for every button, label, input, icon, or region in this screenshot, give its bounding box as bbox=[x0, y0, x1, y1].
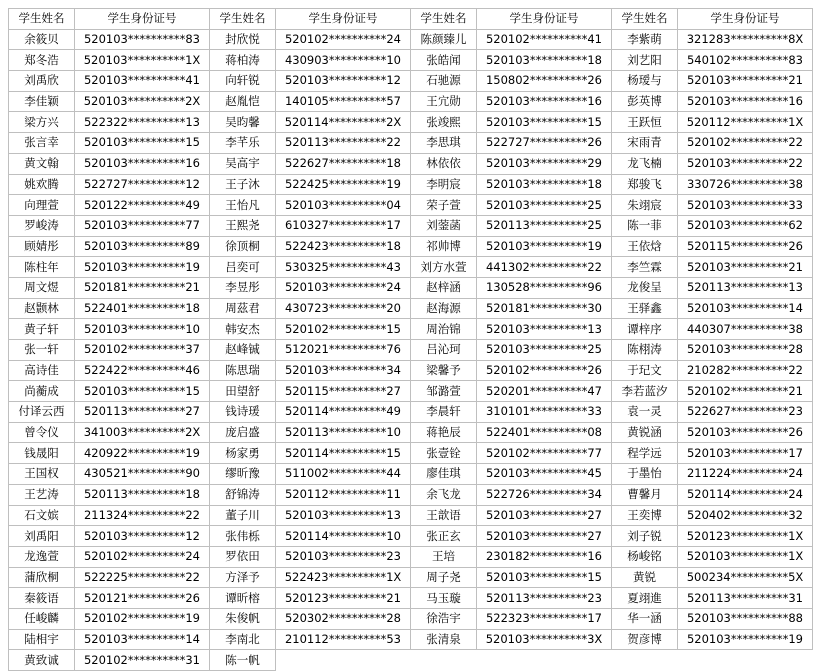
student-id-cell: 520402**********32 bbox=[678, 505, 813, 526]
student-name-cell: 梁馨予 bbox=[411, 360, 477, 381]
student-name-cell: 王跃恒 bbox=[612, 112, 678, 133]
student-id-cell: 520121**********26 bbox=[75, 588, 210, 609]
student-name-cell bbox=[411, 650, 477, 671]
student-id-cell: 520122**********49 bbox=[75, 195, 210, 216]
student-name-cell: 曹馨月 bbox=[612, 484, 678, 505]
student-id-cell: 520103**********19 bbox=[75, 257, 210, 278]
student-name-cell: 袁一灵 bbox=[612, 402, 678, 423]
id-header: 学生身份证号 bbox=[276, 9, 411, 30]
student-name-cell: 陈柱年 bbox=[9, 257, 75, 278]
student-name-cell: 杨峻铭 bbox=[612, 546, 678, 567]
student-name-cell: 余飞龙 bbox=[411, 484, 477, 505]
student-id-cell: 520103**********24 bbox=[276, 277, 411, 298]
student-name-cell: 刘禹欣 bbox=[9, 71, 75, 92]
student-id-cell: 520103**********25 bbox=[477, 195, 612, 216]
id-header: 学生身份证号 bbox=[477, 9, 612, 30]
student-id-cell: 522401**********18 bbox=[75, 298, 210, 319]
student-id-cell: 520103**********28 bbox=[678, 340, 813, 361]
student-id-cell: 520103**********14 bbox=[678, 298, 813, 319]
student-id-cell: 520103**********88 bbox=[678, 608, 813, 629]
table-row bbox=[9, 588, 813, 609]
student-name-cell: 夏翊進 bbox=[612, 588, 678, 609]
student-id-cell: 520113**********18 bbox=[75, 484, 210, 505]
student-id-cell: 530325**********43 bbox=[276, 257, 411, 278]
student-id-cell: 520102**********41 bbox=[477, 29, 612, 50]
student-name-cell: 姚欢腾 bbox=[9, 174, 75, 195]
student-id-cell: 522627**********18 bbox=[276, 153, 411, 174]
student-name-cell: 陈思瑞 bbox=[210, 360, 276, 381]
student-name-cell: 尚蘅成 bbox=[9, 381, 75, 402]
student-name-cell: 李佳颖 bbox=[9, 91, 75, 112]
table-row bbox=[9, 650, 813, 671]
table-row bbox=[9, 402, 813, 423]
student-id-cell: 520103**********19 bbox=[678, 629, 813, 650]
student-name-cell: 舒锦涛 bbox=[210, 484, 276, 505]
student-name-cell: 王奕博 bbox=[612, 505, 678, 526]
student-id-cell: 520103**********13 bbox=[477, 319, 612, 340]
table-row bbox=[9, 443, 813, 464]
student-name-cell: 王艺涛 bbox=[9, 484, 75, 505]
student-id-cell: 520103**********15 bbox=[75, 381, 210, 402]
student-name-cell: 谭梓序 bbox=[612, 319, 678, 340]
student-name-cell: 张壹铨 bbox=[411, 443, 477, 464]
student-name-cell: 张言幸 bbox=[9, 133, 75, 154]
student-id-cell: 520112**********11 bbox=[276, 484, 411, 505]
student-id-cell: 520181**********30 bbox=[477, 298, 612, 319]
student-id-cell: 520103**********27 bbox=[477, 505, 612, 526]
table-row bbox=[9, 526, 813, 547]
student-name-cell: 彭英博 bbox=[612, 91, 678, 112]
student-id-cell: 522423**********18 bbox=[276, 236, 411, 257]
student-id-cell: 520103**********1X bbox=[75, 50, 210, 71]
student-name-cell: 李竺霖 bbox=[612, 257, 678, 278]
student-name-cell: 周文煜 bbox=[9, 277, 75, 298]
student-id-cell: 341003**********2X bbox=[75, 422, 210, 443]
student-name-cell: 黄锐涵 bbox=[612, 422, 678, 443]
student-name-cell: 张清泉 bbox=[411, 629, 477, 650]
student-id-cell: 211324**********22 bbox=[75, 505, 210, 526]
student-name-cell: 黄文翰 bbox=[9, 153, 75, 174]
student-name-cell: 陆相宇 bbox=[9, 629, 75, 650]
student-id-cell: 520102**********22 bbox=[678, 133, 813, 154]
student-id-cell: 520103**********13 bbox=[276, 505, 411, 526]
student-name-cell: 吕奕可 bbox=[210, 257, 276, 278]
student-id-cell: 610327**********17 bbox=[276, 215, 411, 236]
student-name-cell: 王依焓 bbox=[612, 236, 678, 257]
student-name-cell: 徐浩宇 bbox=[411, 608, 477, 629]
student-name-cell: 张伟栎 bbox=[210, 526, 276, 547]
student-name-cell: 韩安杰 bbox=[210, 319, 276, 340]
student-id-cell: 430521**********90 bbox=[75, 464, 210, 485]
student-id-cell: 522422**********46 bbox=[75, 360, 210, 381]
student-name-cell: 向理萱 bbox=[9, 195, 75, 216]
student-name-cell: 曾令仪 bbox=[9, 422, 75, 443]
student-id-cell: 520103**********23 bbox=[276, 546, 411, 567]
student-id-cell: 520103**********27 bbox=[477, 526, 612, 547]
student-name-cell: 王国权 bbox=[9, 464, 75, 485]
student-name-cell: 赵峰铖 bbox=[210, 340, 276, 361]
student-id-cell: 520114**********24 bbox=[678, 484, 813, 505]
student-name-cell: 龙飞楠 bbox=[612, 153, 678, 174]
student-name-cell: 石文嫔 bbox=[9, 505, 75, 526]
name-header: 学生姓名 bbox=[411, 9, 477, 30]
student-name-cell: 李昱彤 bbox=[210, 277, 276, 298]
student-name-cell: 蒋艳辰 bbox=[411, 422, 477, 443]
student-id-cell: 310101**********33 bbox=[477, 402, 612, 423]
student-id-cell: 511002**********44 bbox=[276, 464, 411, 485]
student-id-cell: 520103**********17 bbox=[678, 443, 813, 464]
student-name-cell: 张皓闻 bbox=[411, 50, 477, 71]
student-name-cell: 李紫萌 bbox=[612, 29, 678, 50]
student-id-cell: 520103**********34 bbox=[276, 360, 411, 381]
student-id-cell: 520103**********33 bbox=[678, 195, 813, 216]
student-id-cell: 520103**********29 bbox=[477, 153, 612, 174]
student-id-cell: 520102**********15 bbox=[276, 319, 411, 340]
student-name-cell: 廖佳琪 bbox=[411, 464, 477, 485]
student-name-cell: 吴昀馨 bbox=[210, 112, 276, 133]
student-id-cell: 520103**********22 bbox=[678, 153, 813, 174]
student-name-cell: 陈一菲 bbox=[612, 215, 678, 236]
student-name-cell: 向轩锐 bbox=[210, 71, 276, 92]
student-name-cell: 周子尧 bbox=[411, 567, 477, 588]
table-row bbox=[9, 422, 813, 443]
student-name-cell: 余筱贝 bbox=[9, 29, 75, 50]
student-name-cell: 李芊乐 bbox=[210, 133, 276, 154]
table-row bbox=[9, 29, 813, 50]
student-id-cell: 540102**********83 bbox=[678, 50, 813, 71]
student-id-cell: 420922**********19 bbox=[75, 443, 210, 464]
name-header: 学生姓名 bbox=[9, 9, 75, 30]
student-name-cell: 郑冬浩 bbox=[9, 50, 75, 71]
student-name-cell: 于玘文 bbox=[612, 360, 678, 381]
student-id-cell: 520113**********10 bbox=[276, 422, 411, 443]
student-name-cell: 钱诗瑗 bbox=[210, 402, 276, 423]
student-id-cell: 520103**********1X bbox=[678, 546, 813, 567]
student-name-cell: 马玉璇 bbox=[411, 588, 477, 609]
student-name-cell: 高诗佳 bbox=[9, 360, 75, 381]
table-row bbox=[9, 298, 813, 319]
table-row bbox=[9, 484, 813, 505]
student-name-cell: 王歆语 bbox=[411, 505, 477, 526]
student-id-cell: 130528**********96 bbox=[477, 277, 612, 298]
table-row bbox=[9, 464, 813, 485]
student-id-cell: 522401**********08 bbox=[477, 422, 612, 443]
student-id-cell: 500234**********5X bbox=[678, 567, 813, 588]
table-row bbox=[9, 608, 813, 629]
student-name-cell: 罗依田 bbox=[210, 546, 276, 567]
student-name-cell: 梁方兴 bbox=[9, 112, 75, 133]
student-id-cell: 520113**********25 bbox=[477, 215, 612, 236]
student-id-cell: 520103**********41 bbox=[75, 71, 210, 92]
student-id-cell: 522423**********1X bbox=[276, 567, 411, 588]
student-id-cell: 520103**********15 bbox=[477, 112, 612, 133]
student-id-cell: 520103**********15 bbox=[477, 567, 612, 588]
student-id-cell: 520114**********15 bbox=[276, 443, 411, 464]
student-id-cell bbox=[276, 650, 411, 671]
student-id-cell: 512021**********76 bbox=[276, 340, 411, 361]
student-id-cell: 520102**********19 bbox=[75, 608, 210, 629]
student-id-cell: 520201**********47 bbox=[477, 381, 612, 402]
student-id-cell: 520102**********26 bbox=[477, 360, 612, 381]
student-id-cell: 440307**********38 bbox=[678, 319, 813, 340]
student-id-cell: 522727**********12 bbox=[75, 174, 210, 195]
student-name-cell: 王培 bbox=[411, 546, 477, 567]
student-name-cell: 黄致诚 bbox=[9, 650, 75, 671]
student-id-cell: 520103**********16 bbox=[678, 91, 813, 112]
student-name-cell: 刘蓥菡 bbox=[411, 215, 477, 236]
student-id-cell: 520114**********2X bbox=[276, 112, 411, 133]
student-id-cell: 520102**********37 bbox=[75, 340, 210, 361]
student-id-cell: 520115**********27 bbox=[276, 381, 411, 402]
student-id-cell: 321283**********8X bbox=[678, 29, 813, 50]
table-row bbox=[9, 546, 813, 567]
student-id-cell: 520103**********25 bbox=[477, 340, 612, 361]
student-name-cell: 王子沐 bbox=[210, 174, 276, 195]
student-id-cell: 520103**********04 bbox=[276, 195, 411, 216]
student-name-cell: 刘方水萱 bbox=[411, 257, 477, 278]
student-id-cell: 520102**********21 bbox=[678, 381, 813, 402]
student-id-cell: 520103**********15 bbox=[75, 133, 210, 154]
student-id-cell: 520302**********28 bbox=[276, 608, 411, 629]
student-name-cell: 徐顶桐 bbox=[210, 236, 276, 257]
student-name-cell: 蒲欣桐 bbox=[9, 567, 75, 588]
table-row bbox=[9, 112, 813, 133]
table-row bbox=[9, 71, 813, 92]
table-row bbox=[9, 319, 813, 340]
student-name-cell: 田望舒 bbox=[210, 381, 276, 402]
student-name-cell: 荣子萱 bbox=[411, 195, 477, 216]
student-id-cell: 520114**********49 bbox=[276, 402, 411, 423]
student-name-cell: 董子川 bbox=[210, 505, 276, 526]
student-id-cell bbox=[477, 650, 612, 671]
name-header: 学生姓名 bbox=[210, 9, 276, 30]
student-id-cell: 520103**********62 bbox=[678, 215, 813, 236]
student-id-cell: 520103**********18 bbox=[477, 174, 612, 195]
student-id-cell: 430903**********10 bbox=[276, 50, 411, 71]
table-row bbox=[9, 505, 813, 526]
student-id-cell: 520123**********1X bbox=[678, 526, 813, 547]
table-row bbox=[9, 174, 813, 195]
student-name-cell: 石驰源 bbox=[411, 71, 477, 92]
table-row bbox=[9, 381, 813, 402]
student-id-cell: 522322**********13 bbox=[75, 112, 210, 133]
student-name-cell: 张竣熙 bbox=[411, 112, 477, 133]
student-name-cell: 王宂勋 bbox=[411, 91, 477, 112]
student-name-cell: 钱晟阳 bbox=[9, 443, 75, 464]
student-id-cell: 520103**********77 bbox=[75, 215, 210, 236]
student-id-cell: 520103**********26 bbox=[678, 422, 813, 443]
table-row bbox=[9, 215, 813, 236]
student-id-cell: 520103**********45 bbox=[477, 464, 612, 485]
student-id-cell: 140105**********57 bbox=[276, 91, 411, 112]
student-id-cell: 520103**********21 bbox=[678, 257, 813, 278]
student-id-cell: 520103**********16 bbox=[477, 91, 612, 112]
table-row bbox=[9, 195, 813, 216]
student-name-cell: 赵梓涵 bbox=[411, 277, 477, 298]
student-name-cell: 龙逸萱 bbox=[9, 546, 75, 567]
student-name-cell: 陈颜臻儿 bbox=[411, 29, 477, 50]
student-name-cell: 黄子轩 bbox=[9, 319, 75, 340]
table-row bbox=[9, 50, 813, 71]
student-id-cell: 520103**********3X bbox=[477, 629, 612, 650]
student-name-cell: 贺彦博 bbox=[612, 629, 678, 650]
student-id-cell: 520113**********27 bbox=[75, 402, 210, 423]
table-row bbox=[9, 340, 813, 361]
student-id-cell: 520115**********26 bbox=[678, 236, 813, 257]
student-name-cell: 缪昕豫 bbox=[210, 464, 276, 485]
student-id-cell: 520103**********83 bbox=[75, 29, 210, 50]
student-name-cell: 陈栩涛 bbox=[612, 340, 678, 361]
student-name-cell: 罗峻涛 bbox=[9, 215, 75, 236]
student-name-cell: 方泽予 bbox=[210, 567, 276, 588]
student-name-cell: 王怡凡 bbox=[210, 195, 276, 216]
student-name-cell: 周治锦 bbox=[411, 319, 477, 340]
student-id-cell: 520102**********24 bbox=[75, 546, 210, 567]
student-name-cell: 邹潞萱 bbox=[411, 381, 477, 402]
student-name-cell: 华一涵 bbox=[612, 608, 678, 629]
student-id-cell: 520102**********24 bbox=[276, 29, 411, 50]
student-name-cell: 蒋柏涛 bbox=[210, 50, 276, 71]
student-name-cell: 郑骏飞 bbox=[612, 174, 678, 195]
student-name-cell: 杨家勇 bbox=[210, 443, 276, 464]
student-name-cell: 王驿鑫 bbox=[612, 298, 678, 319]
student-name-cell: 祁帅博 bbox=[411, 236, 477, 257]
student-name-cell: 黄锐 bbox=[612, 567, 678, 588]
student-id-cell: 520102**********77 bbox=[477, 443, 612, 464]
student-id-cell: 520181**********21 bbox=[75, 277, 210, 298]
student-id-cell: 211224**********24 bbox=[678, 464, 813, 485]
student-name-cell: 李若蓝汐 bbox=[612, 381, 678, 402]
student-id-cell: 150802**********26 bbox=[477, 71, 612, 92]
student-id-cell: 430723**********20 bbox=[276, 298, 411, 319]
student-name-cell: 陈一帆 bbox=[210, 650, 276, 671]
student-name-cell: 龙俊呈 bbox=[612, 277, 678, 298]
student-id-cell: 520103**********12 bbox=[276, 71, 411, 92]
table-row bbox=[9, 153, 813, 174]
student-name-cell: 顾婧彤 bbox=[9, 236, 75, 257]
student-id-cell: 520102**********31 bbox=[75, 650, 210, 671]
student-id-cell: 520113**********22 bbox=[276, 133, 411, 154]
student-id-cell: 520103**********2X bbox=[75, 91, 210, 112]
student-name-cell: 林依依 bbox=[411, 153, 477, 174]
student-id-cell: 522425**********19 bbox=[276, 174, 411, 195]
student-name-cell: 吕沁珂 bbox=[411, 340, 477, 361]
id-header: 学生身份证号 bbox=[75, 9, 210, 30]
table-row bbox=[9, 133, 813, 154]
student-id-cell: 330726**********38 bbox=[678, 174, 813, 195]
student-name-cell: 付译云西 bbox=[9, 402, 75, 423]
student-id-table bbox=[8, 8, 813, 671]
student-id-cell: 520103**********18 bbox=[477, 50, 612, 71]
student-id-cell: 520103**********14 bbox=[75, 629, 210, 650]
student-id-cell: 210282**********22 bbox=[678, 360, 813, 381]
student-name-cell: 李南北 bbox=[210, 629, 276, 650]
student-name-cell: 于墨怡 bbox=[612, 464, 678, 485]
student-name-cell: 朱俊帆 bbox=[210, 608, 276, 629]
table-row bbox=[9, 277, 813, 298]
student-name-cell: 谭昕榕 bbox=[210, 588, 276, 609]
table-row bbox=[9, 91, 813, 112]
student-id-cell: 520114**********10 bbox=[276, 526, 411, 547]
student-id-cell: 522627**********23 bbox=[678, 402, 813, 423]
student-name-cell: 张一轩 bbox=[9, 340, 75, 361]
student-name-cell: 任峻麟 bbox=[9, 608, 75, 629]
id-header: 学生身份证号 bbox=[678, 9, 813, 30]
student-name-cell: 周茲君 bbox=[210, 298, 276, 319]
student-name-cell: 刘子锐 bbox=[612, 526, 678, 547]
student-name-cell: 李明宸 bbox=[411, 174, 477, 195]
student-id-cell: 210112**********53 bbox=[276, 629, 411, 650]
student-id-cell: 522225**********22 bbox=[75, 567, 210, 588]
student-name-cell: 李思琪 bbox=[411, 133, 477, 154]
student-id-cell: 520113**********23 bbox=[477, 588, 612, 609]
student-name-cell: 吴高宇 bbox=[210, 153, 276, 174]
student-id-cell: 520113**********13 bbox=[678, 277, 813, 298]
student-id-cell: 441302**********22 bbox=[477, 257, 612, 278]
table-row bbox=[9, 236, 813, 257]
student-name-cell: 张正玄 bbox=[411, 526, 477, 547]
student-id-cell: 520112**********1X bbox=[678, 112, 813, 133]
student-name-cell: 赵胤恺 bbox=[210, 91, 276, 112]
student-name-cell: 秦筱语 bbox=[9, 588, 75, 609]
student-name-cell: 刘艺阳 bbox=[612, 50, 678, 71]
student-name-cell: 王熙尧 bbox=[210, 215, 276, 236]
name-header: 学生姓名 bbox=[612, 9, 678, 30]
student-id-cell: 520103**********16 bbox=[75, 153, 210, 174]
student-name-cell: 庞启盛 bbox=[210, 422, 276, 443]
student-name-cell: 宋雨青 bbox=[612, 133, 678, 154]
student-id-cell: 520113**********31 bbox=[678, 588, 813, 609]
student-id-cell: 522727**********26 bbox=[477, 133, 612, 154]
student-id-cell: 522323**********17 bbox=[477, 608, 612, 629]
table-row bbox=[9, 567, 813, 588]
student-id-cell: 520103**********12 bbox=[75, 526, 210, 547]
table-body bbox=[9, 29, 813, 670]
student-name-cell: 朱翊宸 bbox=[612, 195, 678, 216]
student-id-cell: 520103**********10 bbox=[75, 319, 210, 340]
student-name-cell: 赵颢林 bbox=[9, 298, 75, 319]
student-id-cell: 522726**********34 bbox=[477, 484, 612, 505]
table-row bbox=[9, 257, 813, 278]
student-id-cell: 520123**********21 bbox=[276, 588, 411, 609]
student-id-cell: 520103**********89 bbox=[75, 236, 210, 257]
table-row bbox=[9, 629, 813, 650]
student-name-cell bbox=[612, 650, 678, 671]
student-id-cell: 520103**********21 bbox=[678, 71, 813, 92]
student-name-cell: 李晨轩 bbox=[411, 402, 477, 423]
student-name-cell: 杨瑷与 bbox=[612, 71, 678, 92]
student-id-cell: 520103**********19 bbox=[477, 236, 612, 257]
student-id-cell bbox=[678, 650, 813, 671]
header-row bbox=[9, 9, 813, 30]
student-name-cell: 刘禹阳 bbox=[9, 526, 75, 547]
student-name-cell: 程学远 bbox=[612, 443, 678, 464]
student-id-cell: 230182**********16 bbox=[477, 546, 612, 567]
student-name-cell: 赵海源 bbox=[411, 298, 477, 319]
table-row bbox=[9, 360, 813, 381]
student-name-cell: 封欣悦 bbox=[210, 29, 276, 50]
